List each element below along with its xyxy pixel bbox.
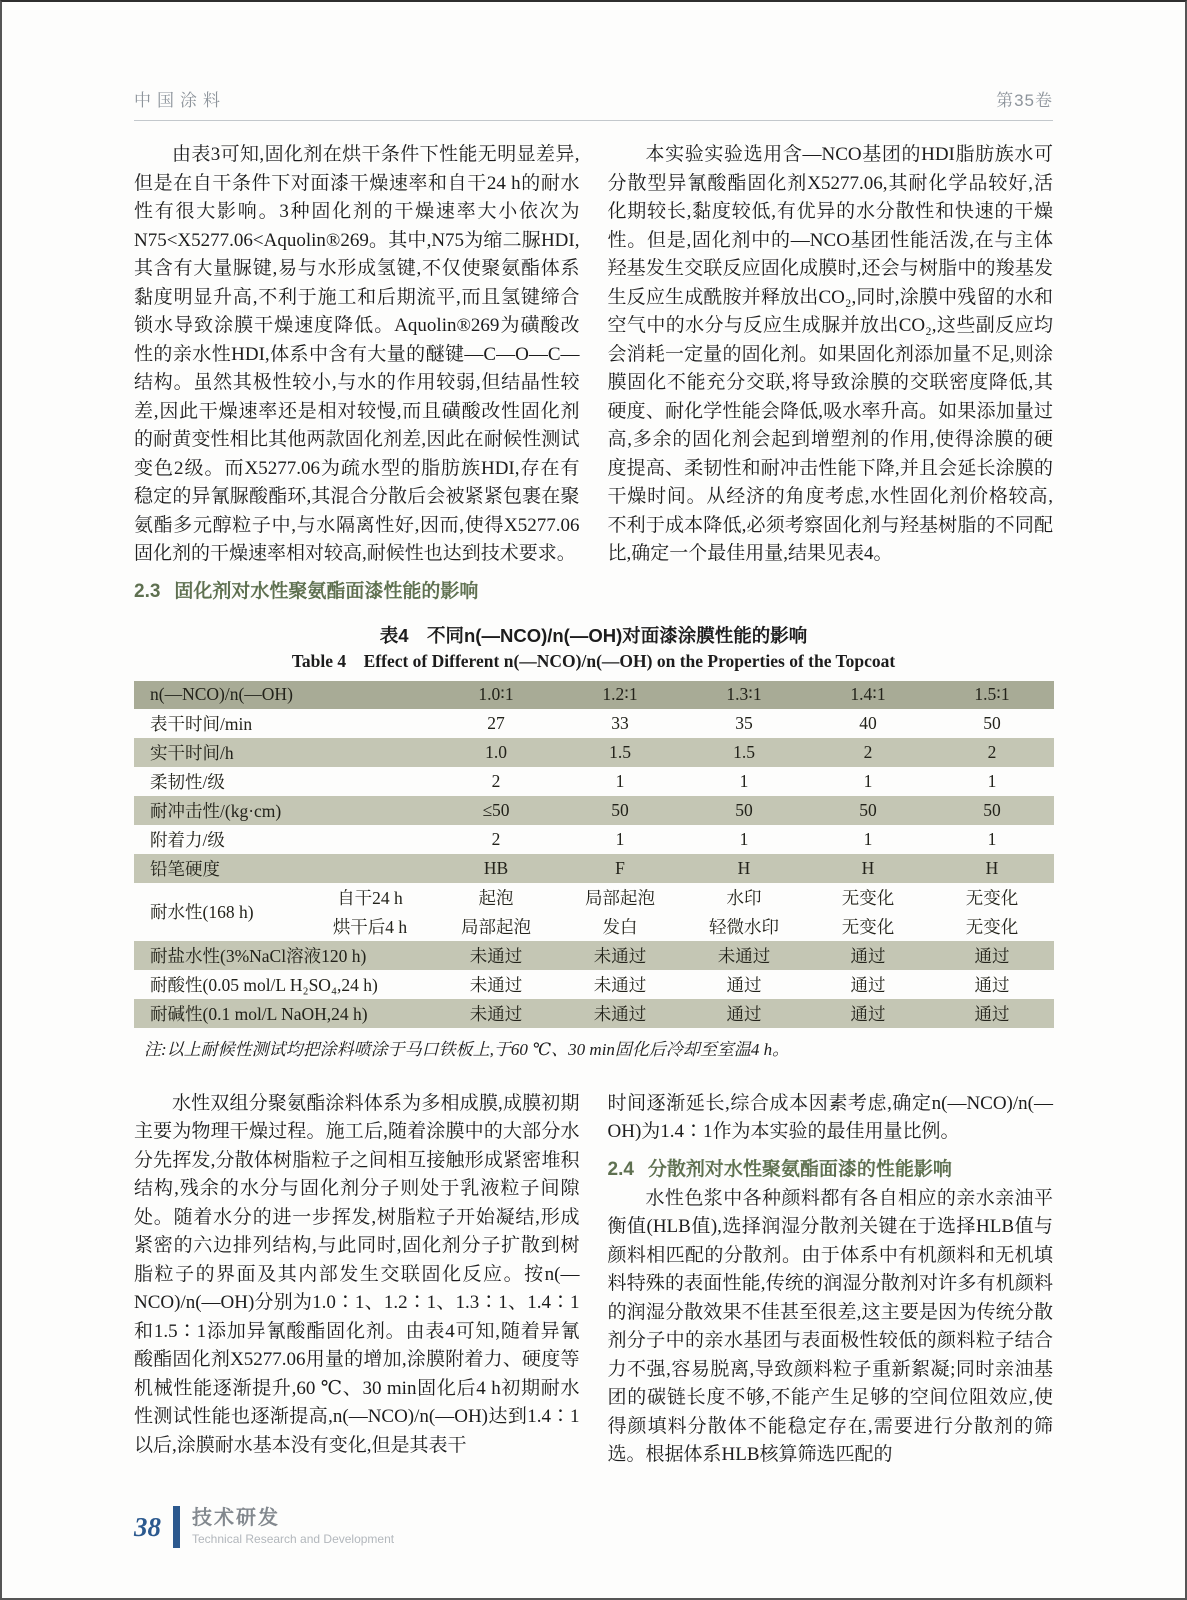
- right-column: [608, 141, 1054, 607]
- table-cell: 无变化: [841, 887, 895, 908]
- table-cell: 无变化: [841, 916, 895, 937]
- table-row: [134, 883, 1054, 912]
- table-row: [134, 999, 1054, 1028]
- table-cell: 水印: [726, 887, 762, 908]
- table-cell: 1: [987, 770, 997, 791]
- section-number: 2.4: [607, 1158, 634, 1180]
- table-cell: 局部起泡: [461, 916, 531, 937]
- table-cell: 2: [806, 738, 930, 767]
- table-cell: 发白: [602, 916, 638, 937]
- table-cell: F: [558, 854, 682, 883]
- table-cell: 40: [859, 712, 877, 733]
- footer-section-en: Technical Research and Development: [192, 1532, 395, 1546]
- row-label-cell: 铅笔硬度: [134, 854, 434, 883]
- table4-block: [134, 623, 1053, 1062]
- table-cell: 未通过: [434, 999, 558, 1028]
- table-cell: 1: [739, 770, 749, 791]
- table-row: [134, 825, 1054, 854]
- table-cell: 1.5: [682, 738, 806, 767]
- page-number: 38: [134, 1512, 161, 1542]
- table-row: [134, 970, 1054, 999]
- table-header-cell: 1.5∶1: [930, 681, 1054, 709]
- paragraph-optimal-ratio: 时间逐渐延长,综合成本因素考虑,确定n(—NCO)/n(—OH)为1.4∶1作为本实验的最佳用量比例。: [607, 1092, 1053, 1142]
- table-cell: 通过: [974, 974, 1010, 995]
- table-header-row: [134, 681, 1054, 709]
- section-heading-2-4: [608, 1155, 1054, 1185]
- table-cell: 27: [487, 712, 505, 733]
- row-label-cell: 柔韧性/级: [150, 771, 225, 792]
- section-heading-2-3: [134, 577, 580, 607]
- table-cell: 50: [682, 796, 806, 825]
- table-cell: 未通过: [558, 999, 682, 1028]
- row-sublabel-cell: 自干24 h: [337, 887, 403, 908]
- table-cell: 2: [491, 770, 501, 791]
- table-caption-en: Table 4 Effect of Different n(—NCO)/n(—OH) on the Properties of the Topcoat: [291, 650, 896, 671]
- table-cell: 无变化: [965, 916, 1019, 937]
- table-cell: 1: [615, 770, 625, 791]
- section-title: 分散剂对水性聚氨酯面漆的性能影响: [647, 1158, 952, 1180]
- table-cell: 50: [806, 796, 930, 825]
- footer-labels: [192, 1506, 394, 1548]
- table-cell: H: [806, 854, 930, 883]
- table-cell: 1: [863, 828, 873, 849]
- row-label-cell: 实干时间/h: [134, 738, 434, 767]
- page-footer: [134, 1506, 394, 1548]
- table-caption-zh: 表4 不同n(—NCO)/n(—OH)对面漆涂膜性能的影响: [379, 624, 808, 646]
- row-label-cell: 附着力/级: [150, 829, 225, 850]
- table-cell: 通过: [726, 974, 762, 995]
- table4: [134, 681, 1054, 1028]
- table-cell: 50: [983, 712, 1001, 733]
- table-cell: 未通过: [434, 941, 558, 970]
- table-row: [134, 767, 1054, 796]
- table-row: [134, 941, 1054, 970]
- table-cell: H: [930, 854, 1054, 883]
- footer-section-zh: 技术研发: [192, 1507, 280, 1529]
- table-cell: 轻微水印: [709, 916, 779, 937]
- table-row: [134, 854, 1054, 883]
- paragraph-dispersant: 水性色浆中各种颜料都有各自相应的亲水亲油平衡值(HLB值),选择润湿分散剂关键在于选择HLB值与颜料相匹配的分散剂。由于体系中有机颜料和无机填料特殊的表面性能,传统的润湿分散剂对许多有机颜料的润湿分散效果不佳甚至很差,这主要是因为传统分散剂分子中的亲水基团与表面极性较低的颜料粒子结合力不强,容易脱离,导致颜料粒子重新絮凝;同时亲油基团的碳链长度不够,不能产生足够的空间位阻效应,使得颜填料分散体不能稳定存在,需要进行分散剂的筛选。根据体系HLB核算筛选匹配的: [607, 1187, 1053, 1465]
- section-number: 2.3: [134, 580, 161, 602]
- table-cell: 未通过: [682, 941, 806, 970]
- table-cell: 未通过: [469, 974, 523, 995]
- table-cell: 1: [863, 770, 873, 791]
- row-label-cell: 表干时间/min: [150, 713, 253, 734]
- table-cell: 1: [739, 828, 749, 849]
- table-cell: 通过: [806, 941, 930, 970]
- table-cell: 通过: [930, 941, 1054, 970]
- bottom-columns: [134, 1090, 1053, 1470]
- paragraph-curing-agents: 由表3可知,固化剂在烘干条件下性能无明显差异,但是在自干条件下对面漆干燥速率和自干24 h的耐水性有很大影响。3种固化剂的干燥速率大小依次为N75<X5277.06<Aquolin®269。其中,N75为缩二脲HDI,其含有大量脲键,易与水形成氢键,不仅使聚氨酯体系黏度明显升高,不利于施工和后期流平,而且氢键缔合锁水导致涂膜干燥速度降低。Aquolin®269为磺酸改性的亲水性HDI,体系中含有大量的醚键—C—O—C—结构。虽然其极性较小,与水的作用较弱,但结晶性较差,因此干燥速率还是相对较慢,而且磺酸改性固化剂的耐黄变性相比其他两款固化剂差,因此在耐候性测试变色2级。而X5277.06为疏水型的脂肪族HDI,存在有稳定的异氰脲酸酯环,其混合分散后会被紧紧包裹在聚氨酯多元醇粒子中,与水隔离性好,因而,使得X5277.06固化剂的干燥速率相对较高,耐候性也达到技术要求。: [134, 144, 580, 564]
- table-cell: 通过: [850, 974, 886, 995]
- table-note: 注:以上耐候性测试均把涂料喷涂于马口铁板上,于60 ℃、30 min固化后冷却至室温4 h。: [144, 1039, 790, 1059]
- footer-divider-bar: [173, 1506, 180, 1548]
- row-sublabel-cell: 烘干后4 h: [332, 916, 408, 937]
- page-header: [134, 86, 1053, 121]
- journal-name: 中国涂料: [134, 91, 226, 110]
- table-header-cell: 1.4∶1: [806, 681, 930, 709]
- left-column: [134, 141, 580, 607]
- paragraph-film-formation: 水性双组分聚氨酯涂料体系为多相成膜,成膜初期主要为物理干燥过程。施工后,随着涂膜中的大部分水分先挥发,分散体树脂粒子之间相互接触形成紧密堆积结构,残余的水分与固化剂分子则处于乳液粒子间隙处。随着水分的进一步挥发,树脂粒子开始凝结,形成紧密的六边排列结构,与此同时,固化剂分子扩散到树脂粒子的界面及其内部发生交联固化反应。按n(—NCO)/n(—OH)分别为1.0∶1、1.2∶1、1.3∶1、1.4∶1和1.5∶1添加异氰酸酯固化剂。由表4可知,随着异氰酸酯固化剂X5277.06用量的增加,涂膜附着力、硬度等机械性能逐渐提升,60 ℃、30 min固化后4 h初期耐水性测试性能也逐渐提高,n(—NCO)/n(—OH)达到1.4∶1以后,涂膜耐水基本没有变化,但是其表干: [134, 1092, 580, 1456]
- table-cell: 起泡: [478, 887, 514, 908]
- table-cell: HB: [434, 854, 558, 883]
- row-label-cell: 耐碱性(0.1 mol/L NaOH,24 h): [134, 999, 434, 1028]
- table-cell: ≤50: [434, 796, 558, 825]
- table-header-cell: 1.0∶1: [434, 681, 558, 709]
- volume-label: 第35卷: [996, 91, 1053, 110]
- table-cell: 35: [735, 712, 753, 733]
- table-header-cell: 1.2∶1: [558, 681, 682, 709]
- table-cell: 无变化: [965, 887, 1019, 908]
- table-cell: 50: [930, 796, 1054, 825]
- table-cell: 1: [615, 828, 625, 849]
- top-columns: [134, 141, 1053, 607]
- table-cell: 1.0: [434, 738, 558, 767]
- row-label-cell: 耐酸性(0.05 mol/L H₂SO₄,24 h): [150, 974, 378, 995]
- table-cell: H: [682, 854, 806, 883]
- row-label-cell: 耐冲击性/(kg·cm): [134, 796, 434, 825]
- table-cell: 50: [558, 796, 682, 825]
- paragraph-nco-experiment: 本实验实验选用含—NCO基团的HDI脂肪族水可分散型异氰酸酯固化剂X5277.06,其耐化学品较好,活化期较长,黏度较低,有优异的水分散性和快速的干燥性。但是,固化剂中的—NCO基团性能活泼,在与主体羟基发生交联反应固化成膜时,还会与树脂中的羧基发生反应生成酰胺并释放出CO₂,同时,涂膜中残留的水和空气中的水分与反应生成脲并放出CO₂,这些副反应均会消耗一定量的固化剂。如果固化剂添加量不足,则涂膜固化不能充分交联,将导致涂膜的交联密度降低,其硬度、耐化学性能会降低,吸水率升高。如果添加量过高,多余的固化剂会起到增塑剂的作用,使得涂膜的硬度提高、柔韧性和耐冲击性能下降,并且会延长涂膜的干燥时间。从经济的角度考虑,水性固化剂价格较高,不利于成本降低,必须考察固化剂与羟基树脂的不同配比,确定一个最佳用量,结果见表4。: [607, 144, 1053, 564]
- table-cell: 2: [491, 828, 501, 849]
- bottom-left-column: [134, 1090, 580, 1470]
- table-cell: 33: [611, 712, 629, 733]
- bottom-right-column: [608, 1090, 1054, 1470]
- table-header-cell: 1.3∶1: [682, 681, 806, 709]
- table-cell: 通过: [682, 999, 806, 1028]
- table-cell: 2: [930, 738, 1054, 767]
- table-row: [134, 796, 1054, 825]
- table-cell: 1.5: [558, 738, 682, 767]
- table-cell: 未通过: [558, 941, 682, 970]
- table-header-cell: n(—NCO)/n(—OH): [134, 681, 434, 709]
- table-cell: 局部起泡: [585, 887, 655, 908]
- table-cell: 通过: [806, 999, 930, 1028]
- table-cell: 未通过: [593, 974, 647, 995]
- table-row: [134, 709, 1054, 738]
- table-row: [134, 738, 1054, 767]
- row-label-cell: 耐水性(168 h): [150, 902, 254, 922]
- table-cell: 通过: [930, 999, 1054, 1028]
- row-label-cell: 耐盐水性(3%NaCl溶液120 h): [134, 941, 434, 970]
- table-cell: 1: [987, 828, 997, 849]
- section-title: 固化剂对水性聚氨酯面漆性能的影响: [174, 580, 479, 602]
